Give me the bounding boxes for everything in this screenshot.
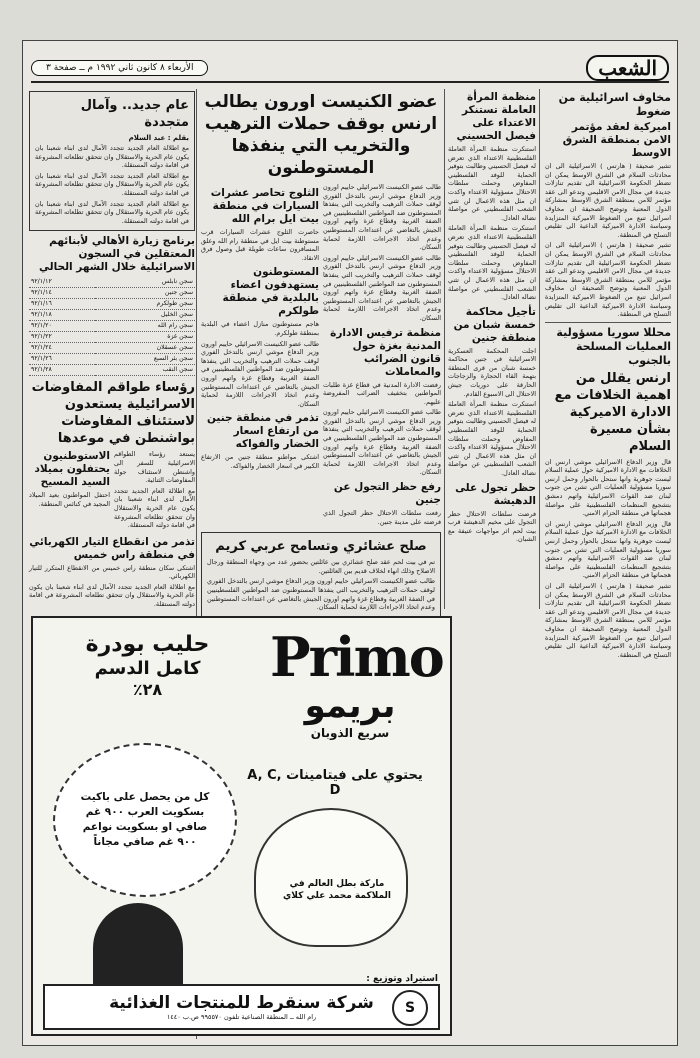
story-headline-curfew: رفع حظر التجول عن جنين: [333, 481, 441, 507]
ad-tagline: سريع الذوبان: [310, 726, 390, 740]
article-body-2-cont: استنكرت منظمة المرأة العاملة الفلسطينية الاعتداء الذي تعرض له فيصل الحسيني وطالبت بتوفير الحماية للوفد الفلسطيني المفاوض وحملت سلطات الاحتلال مسؤولية الاعتداء واكدت ان مثل هذه الاعمال لن تثني الشعب الفلسطيني عن مواصلة نضاله العادل.: [448, 400, 536, 477]
ad-promo-circle: [53, 743, 237, 897]
visit-prison-name: سجن غزة: [95, 332, 195, 343]
power-body-cont: مع اطلالة العام الجديد تتجدد الآمال لدى ابناء شعبنا بان يكون عام الحرية والاستقلال وان تتحقق تطلعاته المشروعة في اقامة دولته المستقلة.: [29, 582, 195, 609]
visit-program-row: [29, 288, 195, 299]
story-body-prices: اشتكى مواطنو منطقة جنين من الارتفاع الكبير في اسعار الخضار والفواكه.: [201, 453, 319, 470]
lead-story: [201, 91, 441, 611]
page-header: [31, 55, 669, 83]
ad-company-name: شركة سنقرط للمنتجات الغذائية: [109, 993, 374, 1013]
ad-brand-latin: Primo: [270, 625, 443, 689]
ad-import-label: استيراد وتوزيع :: [366, 974, 438, 984]
story-body-cars: رفضت الادارة المدنية في قطاع غزة طلبات المواطنين بتخفيف الضرائب المفروضة عليهم.: [323, 380, 441, 406]
story-headline-tulkarem: المستوطنون يستهدفون اعضاء بالبلدية في منطقة طولكرم: [222, 266, 319, 318]
visit-program-row: [29, 310, 195, 321]
visit-prison-name: سجن عسقلان: [95, 343, 195, 354]
lead-body: طالب عضو الكنيست الاسرائيلي حاييم اورون وزير الدفاع موشي ارنس بالتدخل الفوري لوقف حملات الترهيب والتخريب التي ينفذها المستوطنون ضد المواطنين الفلسطينيين في الضفة الغربية وقطاع غزة واتهم اورون الجيش بالتغاضي عن اعتداءات المستوطنين وعدم اتخاذ الاجراءات اللازمة لحماية السكان.: [323, 183, 441, 252]
visit-date: ٩٢/١/٢٢: [29, 332, 95, 343]
visit-prison-name: سجن جنين: [95, 288, 195, 299]
editorial-body-cont: مع اطلالة العام الجديد تتجدد الآمال لدى ابناء شعبنا بان يكون عام الحرية والاستقلال وان تتحقق تطلعاته المشروعة في اقامة دولته المستقلة.: [35, 171, 189, 197]
story-body-tulkarem-cont: طالب عضو الكنيست الاسرائيلي حاييم اورون وزير الدفاع موشي ارنس بالتدخل الفوري لوقف حملات الترهيب والتخريب التي ينفذها المستوطنون ضد المواطنين الفلسطينيين في الضفة الغربية وقطاع غزة واتهم اورون الجيش بالتغاضي عن اعتداءات المستوطنين وعدم اتخاذ الاجراءات اللازمة لحماية السكان.: [201, 339, 319, 408]
ad-vitamins: يحتوي على فيتامينات A, C, D: [247, 768, 423, 798]
visit-program-row: [29, 299, 195, 310]
story-headline-reconciliation: صلح عشائري وتسامح عربي كريم: [215, 539, 427, 555]
article-kicker: مخاوف اسرائيلية من ضغوط: [558, 91, 671, 118]
visit-prison-name: سجن رام الله: [95, 321, 195, 332]
visit-program-row: [29, 343, 195, 354]
story-body-reconciliation: تم في بيت لحم عقد صلح عشائري بين عائلتين بحضور عدد من وجهاء المنطقة ورجال الاصلاح وذلك انهاء لخلاف قديم بين العائلتين.: [207, 558, 435, 575]
ad-milk-fat: كامل الدسم: [94, 658, 201, 679]
article-headline: منظمة المرأة العاملة تستنكر الاعتداء على فيصل الحسيني: [456, 91, 536, 142]
power-body: اشتكى سكان منطقة راس خميس من الانقطاع المتكرر للتيار الكهربائي.: [29, 563, 195, 581]
christmas-body: احتفل المواطنون بعيد الميلاد المجيد في كنائس المنطقة.: [29, 491, 110, 508]
visit-date: ٩٢/١/١٨: [29, 310, 95, 321]
negotiators-body: يستعد رؤساء الطواقم الاسرائيلية للسفر الى واشنطن لاستئناف جولة المفاوضات الثنائية.: [114, 450, 195, 485]
ad-company-address: رام الله ــ المنطقة الصناعية تلفون ٩٩٥٥٧٠ ص.ب ١٤٤٠: [166, 1013, 317, 1021]
story-body-snow: حاصرت الثلوج عشرات السيارات قرب مستوطنة بيت ايل في منطقة رام الله وعلق المسافرون ساعات طويلة قبل وصول فرق الانقاذ.: [201, 228, 319, 262]
article-body-cont: استنكرت منظمة المرأة العاملة الفلسطينية الاعتداء الذي تعرض له فيصل الحسيني وطالبت بتوفير الحماية للوفد الفلسطيني المفاوض وحملت سلطات الاحتلال مسؤولية الاعتداء واكدت ان مثل هذه الاعمال لن تثني الشعب الفلسطيني عن مواصلة نضاله العادل.: [448, 224, 536, 302]
visit-program-row: [29, 354, 195, 365]
ad-milk-title: حليب بودرة: [85, 632, 210, 657]
ad-milk-pct: ٢٨٪: [132, 680, 163, 699]
visit-date: ٩٢/١/١٦: [29, 299, 95, 310]
ad-milk-info: [45, 632, 250, 699]
column-second: [448, 91, 536, 611]
primo-advertisement: [31, 616, 452, 1036]
visit-date: ٩٢/١/١٤: [29, 288, 95, 299]
lead-headline: عضو الكنيست اورون يطالب ارنس بوقف حملات الترهيب والتخريب التي ينفذها المستوطنون: [204, 92, 438, 178]
visit-date: ٩٢/١/٢٤: [29, 343, 95, 354]
visit-program-table: [29, 277, 195, 376]
article-body-cont: تشير صحيفة ( هارتس ) الاسرائيلية الى ان محادثات السلام في الشرق الاوسط يمكن ان تضطر الحكومة الاسرائيلية الى تقديم تنازلات جديدة في مجال الامن الاقليمي وتدعو الى عقد مؤتمر للامن بمنطقة الشرق الاوسط بمشاركة الدول المعنية وتوضح الصحيفة ان مخاوف اسرائيل تنبع من الضغوط الاميركية المتزايدة وسياسة الادارة الاميركية الداعية الى تقليص التسلح في المنطقة.: [545, 241, 671, 319]
page-folio: الأربعاء ٨ كانون ثاني ١٩٩٢ م ــ صفحة ٣: [31, 60, 208, 76]
visit-program-headline: برنامج زيارة الأهالي لأبنائهم المعتقلين في السجون الاسرائيلية خلال الشهر الحالي: [39, 235, 195, 274]
ad-brand-arabic: بريمو: [304, 686, 396, 726]
newspaper-page: [22, 40, 678, 1046]
ad-bottle-label: ماركة بطل العالم في الملاكمة محمد علي كلاي: [283, 879, 391, 901]
story-headline-cars: منظمة ترفيس الادارة المدنية بغزة حول قانون الضرائب والمعاملات: [330, 326, 441, 378]
article-headline-3: حظر تجول على الدهيشة: [455, 481, 536, 507]
sub-article-headline: ارنس يقلل من اهمية الخلافات مع الادارة الاميركية بشأن مسيرة السلام: [554, 370, 671, 454]
visit-prison-name: سجن النقب: [95, 365, 195, 376]
sub-article-body: قال وزير الدفاع الاسرائيلي موشي ارنس ان الخلافات مع الادارة الاميركية حول عملية السلام ليست جوهرية وانها ستحل بالحوار وحمل ارنس سوريا مسؤولية العمليات التي تشن من جنوب لبنان ضد القوات الاسرائيلية واتهم دمشق بتشجيع المنظمات الفلسطينية على مواصلة هجماتها في منطقة الحزام الامني.: [545, 457, 671, 518]
editorial-byline: بقلم : عبد السلام: [128, 134, 189, 142]
story-box-reconciliation: [201, 532, 441, 618]
visit-date: ٩٢/١/٢٠: [29, 321, 95, 332]
negotiators-headline: رؤساء طواقم المفاوضات الاسرائيلية يستعدون لاستئناف المفاوضات بواشنطن في موعدها: [31, 380, 195, 447]
visit-program-row: [29, 332, 195, 343]
newspaper-logo: الشعب: [586, 55, 669, 81]
article-body-3: فرضت سلطات الاحتلال حظر التجول على مخيم الدهيشة قرب بيت لحم اثر مواجهات عنيفة مع الشبان.: [448, 509, 536, 544]
editorial-body-cont2: مع اطلالة العام الجديد تتجدد الآمال لدى ابناء شعبنا بان يكون عام الحرية والاستقلال وان تتحقق تطلعاته المشروعة في اقامة دولته المستقلة.: [35, 199, 189, 225]
visit-prison-name: سجن طولكرم: [95, 299, 195, 310]
story-body-curfew: رفعت سلطات الاحتلال حظر التجول الذي فرضته على مدينة جنين.: [323, 509, 441, 526]
column-right: [545, 91, 671, 659]
lead-body-cont: طالب عضو الكنيست الاسرائيلي حاييم اورون وزير الدفاع موشي ارنس بالتدخل الفوري لوقف حملات الترهيب والتخريب التي ينفذها المستوطنون ضد المواطنين الفلسطينيين في الضفة الغربية وقطاع غزة واتهم اورون الجيش بالتغاضي عن اعتداءات المستوطنين وعدم اتخاذ الاجراءات اللازمة لحماية السكان.: [323, 253, 441, 322]
story-body-tulkarem: هاجم مستوطنون منازل اعضاء في البلدية بمنطقة طولكرم.: [201, 320, 319, 337]
athlete-photo: [93, 903, 183, 993]
ad-company-box: [43, 984, 440, 1030]
visit-prison-name: سجن بئر السبع: [95, 354, 195, 365]
visit-date: ٩٢/١/٢٦: [29, 354, 95, 365]
ad-promo-text: كل من يحصل على باكيت بسكويت العرب ٩٠٠ غم صافي او بسكويت نواعم ٩٠٠ غم صافي مجاناً: [80, 791, 210, 848]
christmas-headline: الاستوطنيون يحتفلون بميلاد السيد المسيح: [34, 450, 110, 489]
visit-prison-name: سجن الخليل: [95, 310, 195, 321]
editorial-body: مع اطلالة العام الجديد تتجدد الآمال لدى ابناء شعبنا بان يكون عام الحرية والاستقلال وان تتحقق تطلعاته المشروعة في اقامة دولته المستقلة.: [35, 144, 189, 170]
sub-article-body-cont2: تشير صحيفة ( هارتس ) الاسرائيلية الى ان محادثات السلام في الشرق الاوسط يمكن ان تضطر الحكومة الاسرائيلية الى تقديم تنازلات جديدة في مجال الامن الاقليمي وتدعو الى عقد مؤتمر للامن بمنطقة الشرق الاوسط بمشاركة الدول المعنية وتوضح الصحيفة ان مخاوف اسرائيل تنبع من الضغوط الاميركية المتزايدة وسياسة الادارة الاميركية الداعية الى تقليص التسلح في المنطقة.: [545, 582, 671, 659]
article-body: استنكرت منظمة المرأة العاملة الفلسطينية الاعتداء الذي تعرض له فيصل الحسيني وطالبت بتوفير الحماية للوفد الفلسطيني المفاوض وحملت سلطات الاحتلال مسؤولية الاعتداء واكدت ان مثل هذه الاعمال لن تثني الشعب الفلسطيني عن مواصلة نضاله العادل.: [448, 145, 536, 222]
negotiators-body-cont: مع اطلالة العام الجديد تتجدد الآمال لدى ابناء شعبنا بان يكون عام الحرية والاستقلال وان تتحقق تطلعاته المشروعة في اقامة دولته المستقلة.: [114, 486, 195, 530]
sub-article-body-cont: قال وزير الدفاع الاسرائيلي موشي ارنس ان الخلافات مع الادارة الاميركية حول عملية السلام ليست جوهرية وانها ستحل بالحوار وحمل ارنس سوريا مسؤولية العمليات التي تشن من جنوب لبنان ضد القوات الاسرائيلية واتهم دمشق بتشجيع المنظمات الفلسطينية على مواصلة هجماتها في منطقة الحزام الامني.: [545, 519, 671, 580]
story-body-cars-cont: طالب عضو الكنيست الاسرائيلي حاييم اورون وزير الدفاع موشي ارنس بالتدخل الفوري لوقف حملات الترهيب والتخريب التي ينفذها المستوطنون ضد المواطنين الفلسطينيين في الضفة الغربية وقطاع غزة واتهم اورون الجيش بالتغاضي عن اعتداءات المستوطنين وعدم اتخاذ الاجراءات اللازمة لحماية السكان.: [323, 408, 441, 477]
visit-date: ٩٢/١/١٢: [29, 277, 95, 288]
company-emblem-icon: S: [392, 990, 428, 1026]
article-body-2: اجلت المحكمة العسكرية الاسرائيلية في جنين محاكمة خمسة شبان من قرى المنطقة بتهمة القاء الحجارة والزجاجات الحارقة على دوريات جيش الاحتلال الى الاسبوع القادم.: [448, 346, 536, 398]
sub-article-kicker: محللا سوريا مسؤولية العمليات المسلحة بالجنوب: [556, 325, 671, 367]
visit-prison-name: سجن نابلس: [95, 277, 195, 288]
story-body-reconciliation-cont: طالب عضو الكنيست الاسرائيلي حاييم اورون وزير الدفاع موشي ارنس بالتدخل الفوري لوقف حملات الترهيب والتخريب التي ينفذها المستوطنون ضد المواطنين الفلسطينيين في الضفة الغربية وقطاع غزة واتهم اورون الجيش بالتغاضي عن اعتداءات المستوطنين وعدم اتخاذ الاجراءات اللازمة لحماية السكان.: [207, 577, 435, 612]
editorial-box: [29, 91, 195, 231]
story-headline-snow: الثلوج تحاصر عشرات السيارات في منطقة بيت ايل برام الله: [210, 187, 319, 225]
story-headline-prices: تذمر في منطقة جنين من ارتفاع اسعار الخضار والفواكه: [206, 412, 319, 451]
article-headline-2: تأجيل محاكمة خمسة شبان من منطقة جنين: [453, 305, 536, 344]
visit-program-row: [29, 277, 195, 288]
article-headline: اميركية لعقد مؤتمر الامن بمنطقة الشرق الاوسط: [562, 121, 671, 159]
editorial-headline: عام جديد.. وآمال متجددة: [80, 98, 189, 130]
article-body: تشير صحيفة ( هارتس ) الاسرائيلية الى ان محادثات السلام في الشرق الاوسط يمكن ان تضطر الحكومة الاسرائيلية الى تقديم تنازلات جديدة في مجال الامن الاقليمي وتدعو الى عقد مؤتمر للامن بمنطقة الشرق الاوسط بمشاركة الدول المعنية وتوضح الصحيفة ان مخاوف اسرائيل تنبع من الضغوط الاميركية المتزايدة وسياسة الادارة الاميركية الداعية الى تقليص التسلح في المنطقة.: [545, 162, 671, 239]
visit-program-row: [29, 321, 195, 332]
ad-brand: [270, 625, 443, 740]
visit-program-row: [29, 365, 195, 376]
visit-date: ٩٢/١/٢٨: [29, 365, 95, 376]
power-headline: تذمر من انقطاع التيار الكهربائي في منطقة راس خميس: [29, 535, 195, 561]
